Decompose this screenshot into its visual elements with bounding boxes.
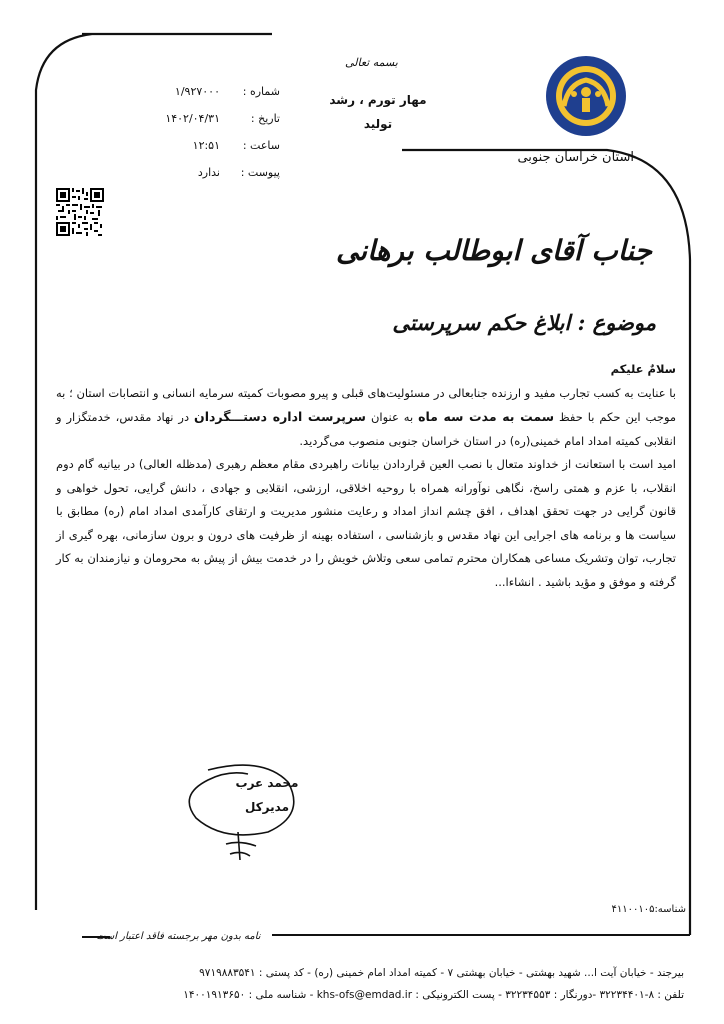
p1-role: سرپرست اداره دستـــگردان xyxy=(194,409,366,424)
paragraph-2: امید است با استعانت از خداوند متعال با نصب العین قراردادن بیانات راهبردی مقام معظم رهبری (مدظله العالی) در بیانیه گام دوم انقلاب، با عزم و همتی راسخ، نگاهی نوآورانه همراه با روحیه اخلاقی، ارزشی، انقلابی و جهادی ، دانش گرایی، تحول خواهی و قانون گرایی در جهت تحقق اهداف ، افق چشم انداز امداد و رعایت منشور مدیریت و ارتقای کارآمدی امداد امام (ره) مطابق با سیاست ها و برنامه های اجرایی این نهاد مقدس و بازشناسی ، استفاده بهینه از ظرفیت های درون و برون سازمانی، بهره گیری از تجارب، توان وتشریک مساعی همکاران محترم تمامی سعی وتلاش خویش را در خدمت بیش از پیش به محرومان و نیازمندان به کار گرفته و موفق و مؤید باشید . انشاءا... xyxy=(56,457,676,589)
letter-body xyxy=(56,358,676,594)
emdad-logo xyxy=(544,54,628,138)
province-name: استان خراسان جنوبی xyxy=(517,150,634,165)
number-value: ۱/۹۲۷۰۰۰ xyxy=(174,85,220,98)
attachment-row xyxy=(120,159,280,186)
footer-address-block xyxy=(64,962,684,1006)
number-label: شماره : xyxy=(242,85,280,98)
contact-line: تلفن : ۸-۳۲۲۳۴۴۰۱ -دورنگار : ۳۲۲۳۴۵۵۳ - پست الکترونیکی : khs-ofs@emdad.ir - شناسه ملی : ۱۴۰۰۱۹۱۳۶۵۰ xyxy=(183,989,684,1001)
address-line: بیرجند - خیابان آیت ا... شهید بهشتی - خیابان بهشتی ۷ - کمیته امداد امام خمینی (ره) - کد پستی : ۹۷۱۹۸۸۳۵۴۱ xyxy=(199,967,684,979)
date-value: ۱۴۰۲/۰۴/۳۱ xyxy=(165,112,220,125)
paragraph-1 xyxy=(56,382,676,454)
signatory-name: محمد عرب xyxy=(235,776,299,790)
qr-code xyxy=(56,188,104,236)
time-label: ساعت : xyxy=(242,139,280,152)
motto-line-1: مهار تورم ، رشد xyxy=(329,93,427,107)
attachment-label: پیوست : xyxy=(240,166,280,179)
letter-metadata xyxy=(120,78,280,186)
greeting: سلامٌ علیکم xyxy=(610,362,676,376)
time-row xyxy=(120,132,280,159)
recipient-name: جناب آقای ابوطالب برهانی xyxy=(335,234,652,267)
registration-id: شناسه:۴۱۱۰۰۱۰۵ xyxy=(611,904,686,915)
year-motto xyxy=(318,88,438,136)
p1-part-a: با عنایت به کسب تجارب مفید و ارزنده جنابعالی در مسئولیت‌های قبلی و پیرو مصوبات کمیته سرمایه انسانی و انتصابات استان ؛ به موجب این حکم با حفظ xyxy=(56,385,677,424)
attachment-value: ندارد xyxy=(197,166,220,179)
p1-term: سمت به مدت سه ماه xyxy=(418,409,555,424)
motto-line-2: تولید xyxy=(363,117,393,131)
date-row xyxy=(120,105,280,132)
letter-subject: موضوع : ابلاغ حکم سرپرستی xyxy=(392,310,656,335)
invocation: بسمه تعالی xyxy=(345,56,398,69)
footer-validity-note: نامه بدون مهر برجسته فاقد اعتبار است xyxy=(96,931,261,942)
p1-part-b: به عنوان xyxy=(370,410,414,424)
p1-part-c: در نهاد مقدس، خدمتگزار و انقلابی کمیته امداد امام خمینی(ره) در استان خراسان جنوبی منصوب می‌گردید. xyxy=(56,410,676,448)
signatory-title: مدیرکل xyxy=(244,800,290,814)
time-value: ۱۲:۵۱ xyxy=(192,139,220,152)
number-row xyxy=(120,78,280,105)
signature-block xyxy=(168,760,328,870)
date-label: تاریخ : xyxy=(250,112,280,125)
